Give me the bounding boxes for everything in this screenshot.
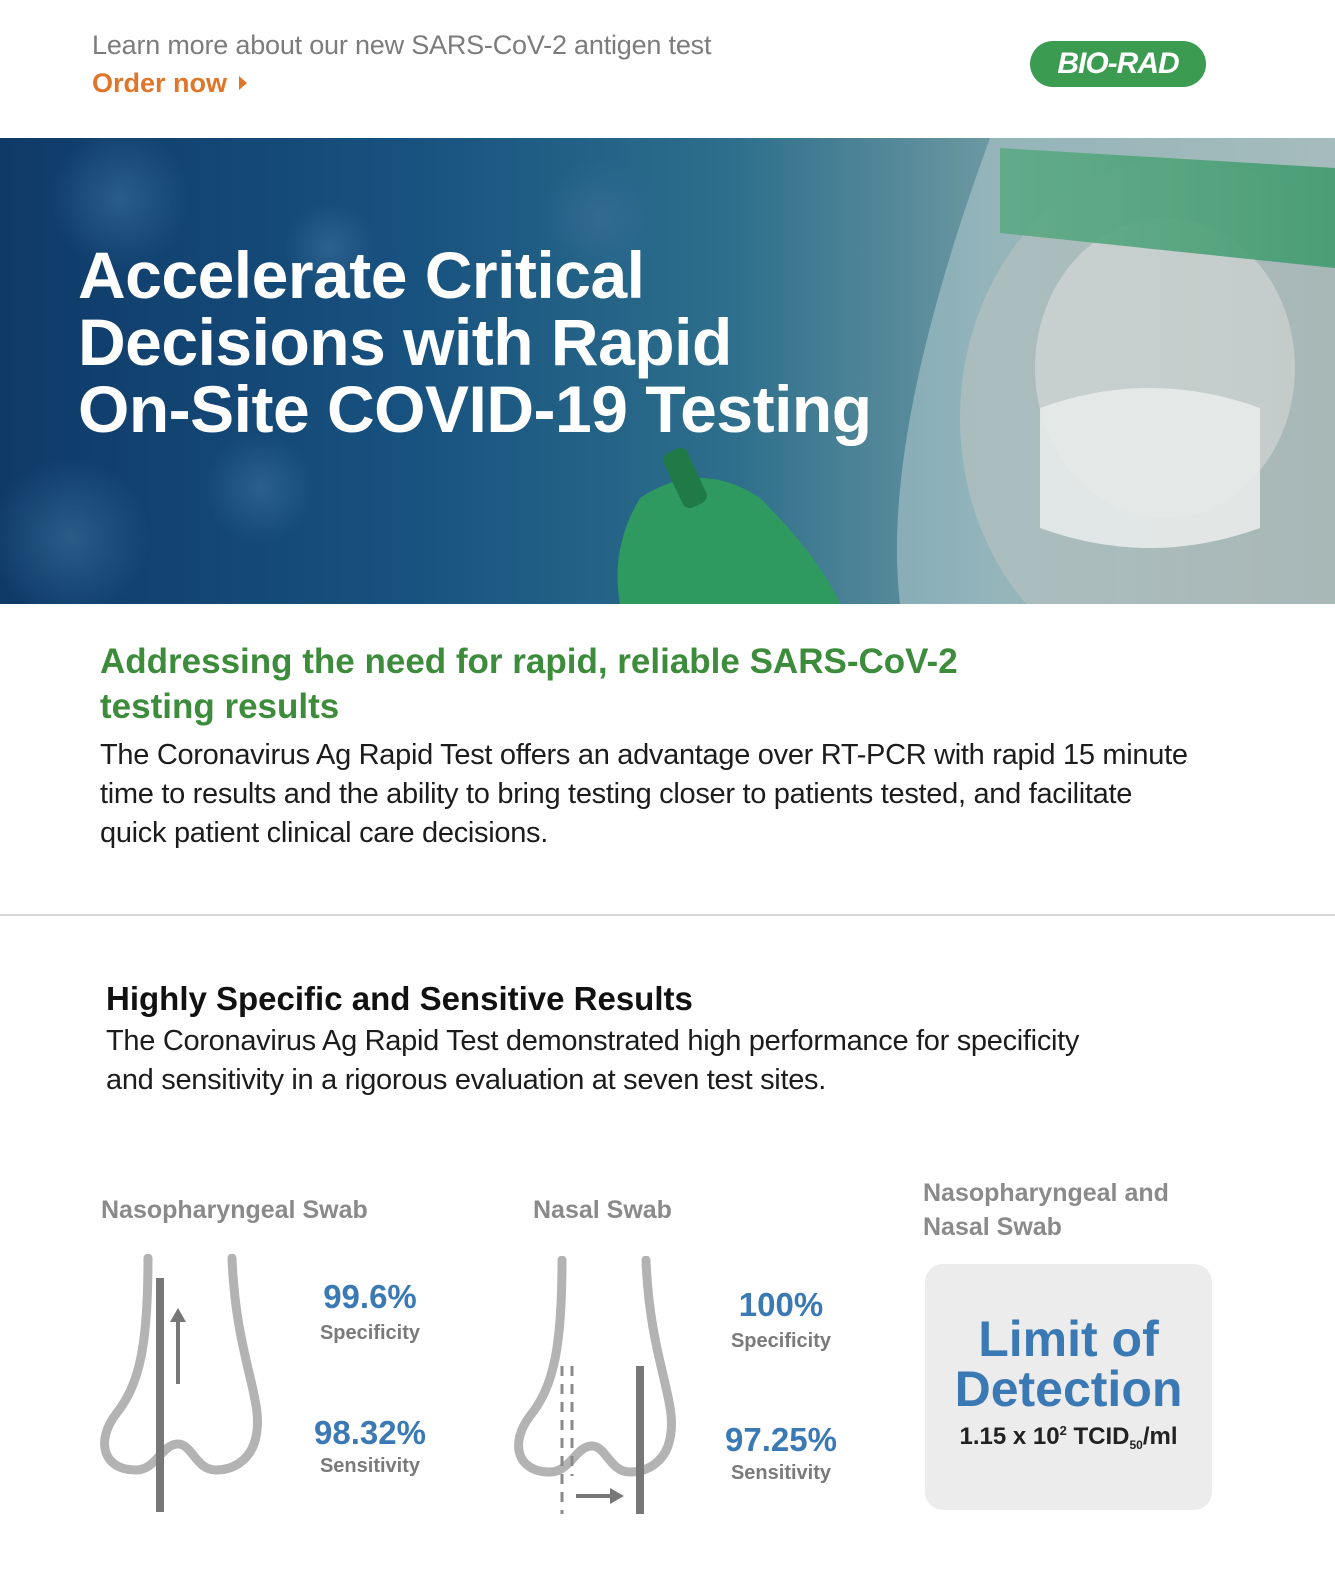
section-divider <box>0 914 1335 916</box>
lod-value-unit: TCID <box>1066 1423 1130 1450</box>
section-need-body <box>100 736 1270 853</box>
combined-label-line: Nasopharyngeal and <box>923 1179 1169 1207</box>
nasal-specificity-label: Specificity <box>730 1330 832 1352</box>
nasal-sensitivity-value: 97.25% <box>725 1421 837 1458</box>
nasal-sensitivity-label: Sensitivity <box>730 1462 832 1484</box>
limit-of-detection-title <box>925 1311 1212 1417</box>
nasopharyngeal-label: Nasopharyngeal Swab <box>101 1196 368 1224</box>
nasopharyngeal-sensitivity-label: Sensitivity <box>319 1455 421 1477</box>
section-results-body <box>106 1022 1206 1100</box>
section-need-body-line: quick patient clinical care decisions. <box>100 817 548 849</box>
hero-banner[interactable] <box>0 138 1335 604</box>
nasal-label: Nasal Swab <box>533 1196 672 1224</box>
bio-rad-logo[interactable]: BIO-RAD <box>1030 41 1206 87</box>
section-results-body-line: The Coronavirus Ag Rapid Test demonstrated high performance for specificity <box>106 1025 1080 1057</box>
chevron-right-icon <box>239 76 247 90</box>
order-now-label: Order now <box>92 68 228 98</box>
lod-title-line: Limit of <box>978 1311 1159 1367</box>
nasopharyngeal-sensitivity-value: 98.32% <box>314 1414 426 1451</box>
nasopharyngeal-specificity-label: Specificity <box>319 1322 421 1344</box>
nose-swab-icon <box>510 1256 700 1518</box>
limit-of-detection-value <box>925 1423 1212 1452</box>
hero-title-line: Accelerate Critical <box>78 238 645 312</box>
header-tagline: Learn more about our new SARS-CoV-2 antigen test <box>92 30 712 60</box>
combined-label <box>923 1176 1169 1244</box>
section-need-body-line: time to results and the ability to bring testing closer to patients tested, and facilitate <box>100 778 1133 810</box>
section-results-body-line: and sensitivity in a rigorous evaluation at seven test sites. <box>106 1064 826 1096</box>
hero-title-line: On-Site COVID-19 Testing <box>78 372 872 446</box>
nasopharyngeal-specificity-value: 99.6% <box>323 1278 417 1315</box>
section-need-title-line: Addressing the need for rapid, reliable SARS-CoV-2 <box>100 642 958 681</box>
section-results-title: Highly Specific and Sensitive Results <box>106 980 693 1017</box>
nasal-specificity-value: 100% <box>738 1286 824 1323</box>
lod-value-subscript: 50 <box>1129 1438 1143 1452</box>
lod-value-suffix: /ml <box>1142 1423 1178 1450</box>
combined-label-line: Nasal Swab <box>923 1213 1062 1241</box>
order-now-link[interactable] <box>92 68 247 99</box>
lod-value-exponent: 2 <box>1059 1423 1067 1438</box>
section-need-body-line: The Coronavirus Ag Rapid Test offers an advantage over RT-PCR with rapid 15 minute <box>100 739 1188 771</box>
lod-title-line: Detection <box>954 1361 1183 1417</box>
section-need-title-line: testing results <box>100 687 340 726</box>
section-need-title <box>100 639 1200 729</box>
lod-value-prefix: 1.15 x 10 <box>959 1423 1060 1450</box>
hero-title-line: Decisions with Rapid <box>78 305 732 379</box>
hero-title <box>78 238 872 446</box>
nose-swab-icon <box>96 1254 286 1514</box>
